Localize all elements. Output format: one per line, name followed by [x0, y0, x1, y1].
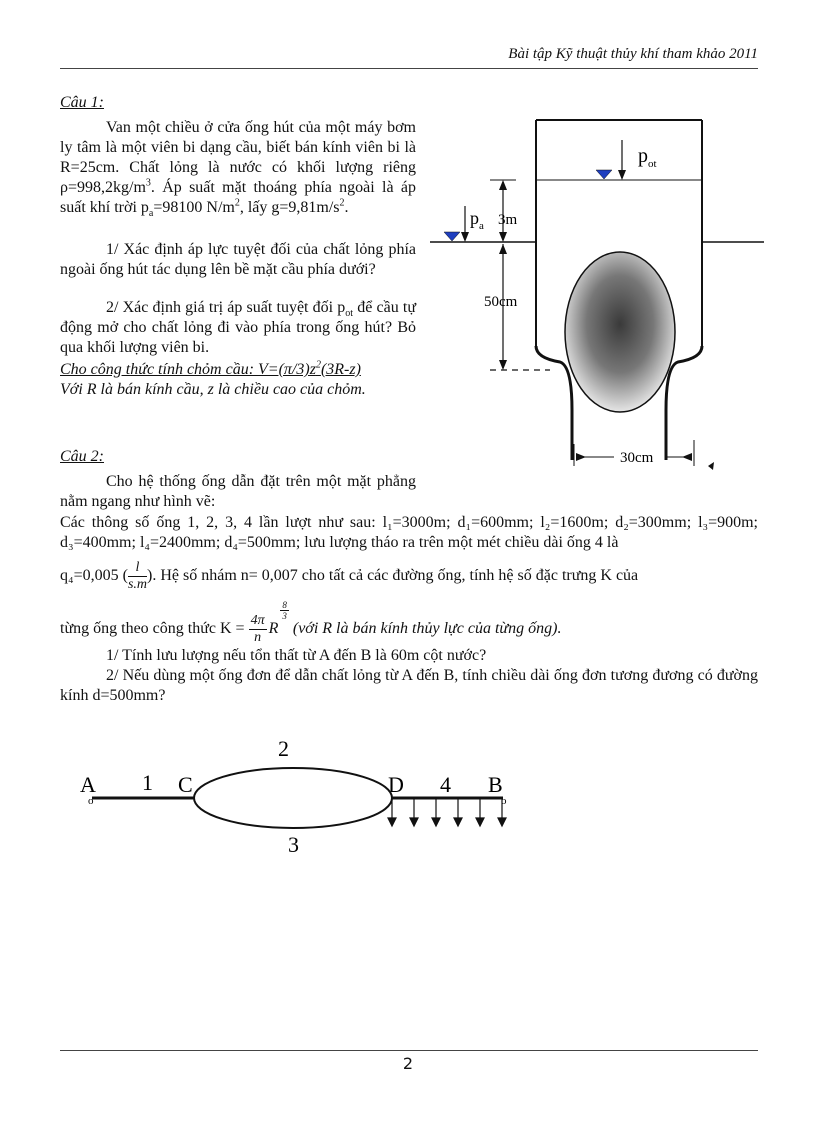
- node-A: A: [80, 772, 96, 797]
- svg-text:o: o: [88, 795, 94, 807]
- dim-30cm: 30cm: [620, 450, 654, 466]
- q2-item-2: 2/ Nếu dùng một ống đơn để dẫn chất lỏng từ A đến B, tính chiều dài ống đơn tương đương có đường kính d=500mm?: [60, 667, 758, 704]
- label-pa: $p_a$: [470, 208, 484, 232]
- pipe-network-figure: [70, 730, 530, 860]
- ball-valve-figure: [420, 110, 770, 480]
- outer-water-level-icon: [444, 232, 460, 241]
- page-header: Bài tập Kỹ thuật thủy khí tham khảo 2011: [508, 46, 758, 62]
- node-D: D: [388, 772, 404, 797]
- q2-q4-line: q₄=0,005 ( $\frac{l}{s.m}$ ). Hệ số nhám n= 0,007 cho tất cả các đường ống, tính hệ số đặc trưng K của: [60, 560, 639, 592]
- node-B: B: [488, 772, 503, 797]
- pipe-1-label: 1: [142, 770, 153, 795]
- header-rule: [60, 68, 758, 69]
- page-number: 2: [402, 1054, 414, 1073]
- q2-params: Các thông số ống 1, 2, 3, 4 lần lượt như sau: l₁=3000m; d₁=600mm; l₂=1600m; d₂=300mm; l₃=900m; d₃=400mm; l₄=2400mm; d₄=500mm; lưu lượng tháo ra trên một mét chiều dài ống 4 là: [60, 514, 758, 551]
- label-pot: $p_{ot}$: [638, 145, 657, 170]
- footer-rule: [60, 1050, 758, 1051]
- q1-note: Với R là bán kính cầu, z là chiều cao của chỏm.: [60, 381, 366, 398]
- q2-item-1: 1/ Tính lưu lượng nếu tổn thất từ A đến B là 60m cột nước?: [106, 647, 487, 664]
- pipes-2-3-loop: [194, 768, 392, 828]
- svg-text:o: o: [501, 795, 507, 807]
- dim-50cm: 50cm: [484, 294, 518, 310]
- q1-paragraph: Van một chiều ở cửa ống hút của một máy bơm ly tâm là một viên bi dạng cầu, biết bán kính viên bi là R=25cm. Chất lỏng là nước có khối lượng riêng $\rho=998,2kg/m^3$. Áp suất mặt thoáng phía ngoài là áp suất khí trời $p_a=98100$ $N/m^2$, lấy $g=9,81m/s^2$.: [60, 119, 416, 220]
- q1-formula: Cho công thức tính chỏm cầu: $V=(\pi/3)z^2(3R-z)$: [60, 359, 361, 378]
- q1-title: Câu 1:: [60, 94, 104, 111]
- k-exponent: $\frac{8}{3}$: [282, 600, 287, 621]
- inner-water-level-icon: [596, 170, 612, 179]
- inlet-left-flare: [536, 346, 572, 460]
- q1-item-2: 2/ Xác định giá trị áp suất tuyệt đối $p_{ot}$ để cầu tự động mở cho chất lỏng đi vào phía trong ống hút? Bỏ qua khối lượng viên bi.: [60, 299, 416, 356]
- q1-item-1: 1/ Xác định áp lực tuyệt đối của chất lỏng phía ngoài ống hút tác dụng lên bề mặt cầu phía dưới?: [60, 241, 416, 278]
- pipe-3-label: 3: [288, 832, 299, 857]
- valve-ball: [565, 252, 675, 412]
- pipe-2-label: 2: [278, 736, 289, 761]
- q2-title: Câu 2:: [60, 448, 104, 465]
- pipe-4-label: 4: [440, 772, 451, 797]
- q4-fraction: $\frac{l}{s.m}$: [127, 560, 147, 592]
- dim-3m: 3m: [498, 212, 518, 228]
- q2-intro: Cho hệ thống ống dẫn đặt trên một mặt phẳng nằm ngang như hình vẽ:: [60, 473, 416, 510]
- distributed-outflow-arrows: [388, 798, 506, 826]
- q2-k-formula: từng ống theo công thức K = $\frac{4\pi}{n}$ R $\frac{8}{3}$ (với R là bán kính thủy lực của từng ống).: [60, 600, 562, 645]
- k-fraction: $\frac{4\pi}{n}$: [250, 612, 265, 645]
- node-C: C: [178, 772, 193, 797]
